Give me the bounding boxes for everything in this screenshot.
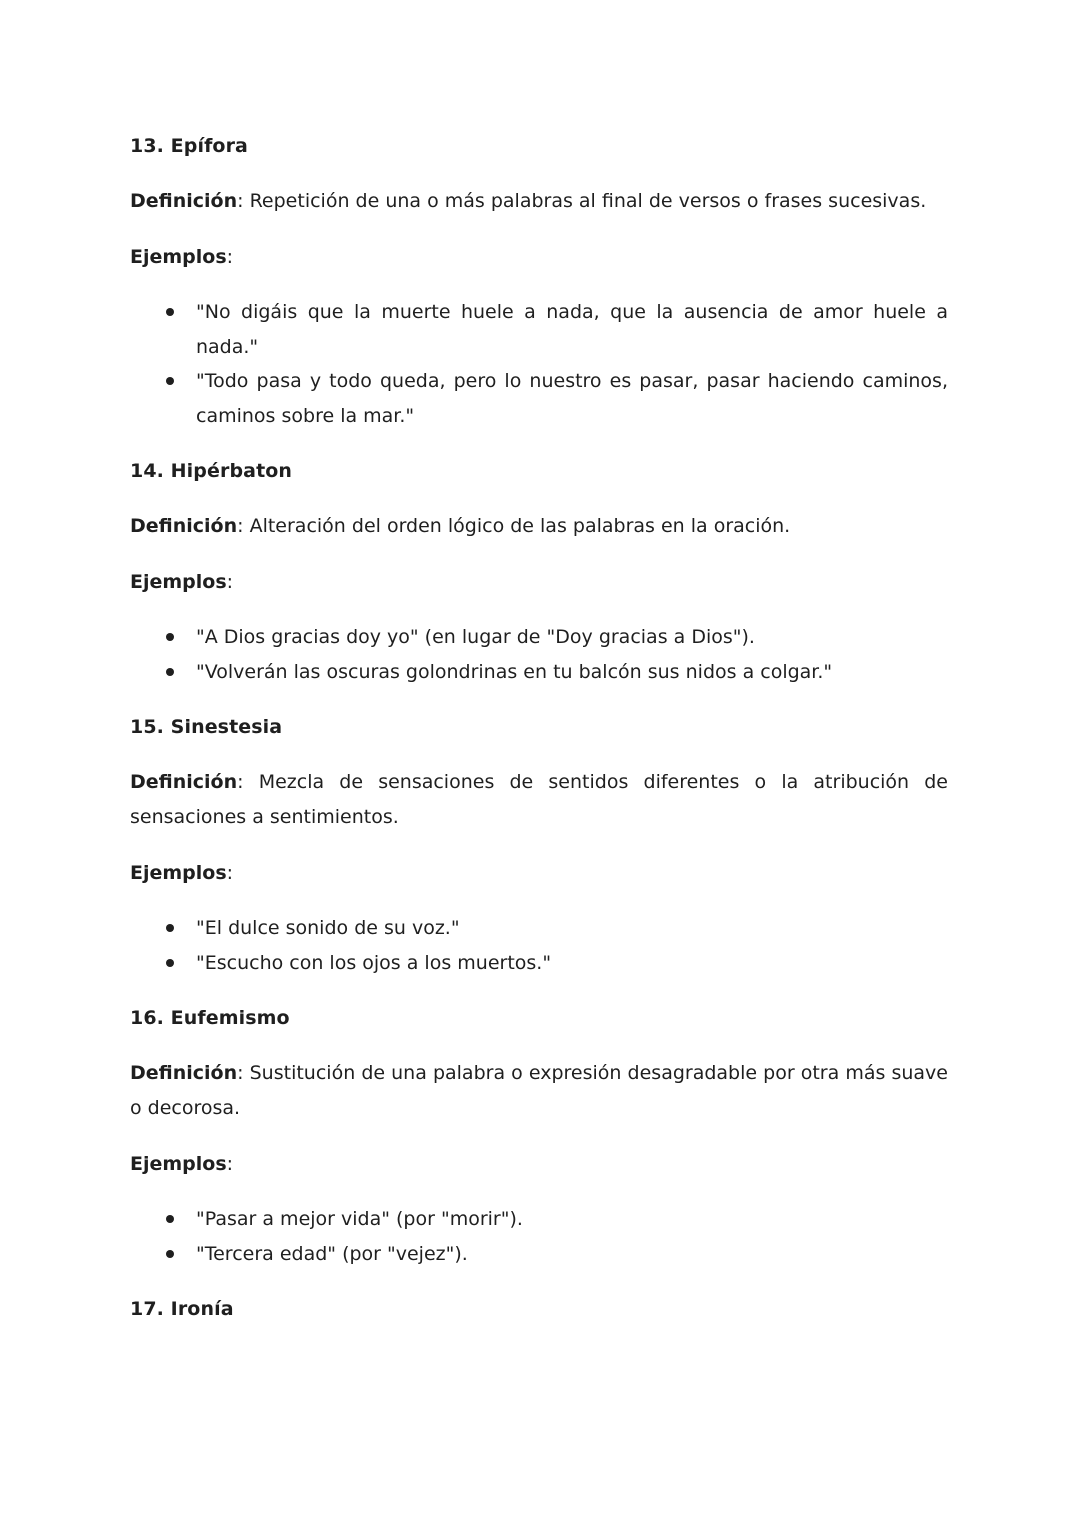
- list-item: [130, 1237, 948, 1272]
- bullet-icon: [166, 633, 174, 641]
- examples-label: Ejemplos: [130, 862, 227, 884]
- definition-paragraph: [130, 765, 948, 835]
- example-text: "No digáis que la muerte huele a nada, que la ausencia de amor huele a nada.": [196, 301, 948, 358]
- examples-colon: :: [226, 862, 234, 884]
- section-heading: 16. Eufemismo: [130, 1007, 290, 1029]
- examples-colon: :: [226, 571, 234, 593]
- bullet-icon: [166, 668, 174, 676]
- examples-list: [130, 620, 948, 689]
- examples-colon: :: [226, 1153, 234, 1175]
- example-text: "El dulce sonido de su voz.": [196, 917, 460, 939]
- list-item: [130, 911, 948, 946]
- list-item: [130, 364, 948, 433]
- examples-heading: [130, 855, 948, 891]
- definition-label: Definición: [130, 771, 238, 793]
- example-text: "Escucho con los ojos a los muertos.": [196, 951, 552, 974]
- section-heading: 13. Epífora: [130, 135, 248, 157]
- bullet-icon: [166, 308, 174, 316]
- examples-heading: [130, 564, 948, 600]
- definition-text: : Sustitución de una palabra o expresión desagradable por otra más suave o decorosa.: [130, 1062, 948, 1119]
- definition-text: : Repetición de una o más palabras al final de versos o frases sucesivas.: [237, 190, 927, 212]
- document-page: [130, 128, 948, 1347]
- section-heading: 14. Hipérbaton: [130, 460, 293, 482]
- examples-heading: [130, 1146, 948, 1182]
- examples-label: Ejemplos: [130, 1153, 227, 1175]
- definition-label: Definición: [130, 515, 238, 537]
- list-item: [130, 620, 948, 655]
- section-heading: 15. Sinestesia: [130, 716, 283, 738]
- examples-heading: [130, 239, 948, 275]
- section-sinestesia: [130, 709, 948, 980]
- definition-label: Definición: [130, 1062, 238, 1084]
- list-item: [130, 295, 948, 364]
- definition-text: : Mezcla de sensaciones de sentidos diferentes o la atribución de sensaciones a sentimientos.: [130, 771, 948, 828]
- bullet-icon: [166, 377, 174, 385]
- examples-list: [130, 911, 948, 980]
- list-item: [130, 655, 948, 690]
- definition-label: Definición: [130, 190, 238, 212]
- definition-text: : Alteración del orden lógico de las palabras en la oración.: [237, 515, 791, 537]
- example-text: "Tercera edad" (por "vejez").: [196, 1242, 468, 1265]
- definition-paragraph: [130, 184, 948, 219]
- section-eufemismo: [130, 1000, 948, 1271]
- bullet-icon: [166, 1215, 174, 1223]
- list-item: [130, 1202, 948, 1237]
- examples-colon: :: [226, 246, 234, 268]
- examples-label: Ejemplos: [130, 571, 227, 593]
- bullet-icon: [166, 1250, 174, 1258]
- examples-label: Ejemplos: [130, 246, 227, 268]
- list-item: [130, 946, 948, 981]
- bullet-icon: [166, 959, 174, 967]
- section-epifora: [130, 128, 948, 433]
- bullet-icon: [166, 924, 174, 932]
- examples-list: [130, 1202, 948, 1271]
- section-heading-ironia: 17. Ironía: [130, 1298, 234, 1320]
- section-hiperbaton: [130, 453, 948, 689]
- example-text: "Volverán las oscuras golondrinas en tu balcón sus nidos a colgar.": [196, 660, 833, 683]
- definition-paragraph: [130, 509, 948, 544]
- example-text: "Pasar a mejor vida" (por "morir").: [196, 1208, 523, 1230]
- examples-list: [130, 295, 948, 433]
- definition-paragraph: [130, 1056, 948, 1126]
- example-text: "A Dios gracias doy yo" (en lugar de "Doy gracias a Dios").: [196, 626, 755, 648]
- example-text: "Todo pasa y todo queda, pero lo nuestro es pasar, pasar haciendo caminos, caminos sobre la mar.": [196, 370, 948, 427]
